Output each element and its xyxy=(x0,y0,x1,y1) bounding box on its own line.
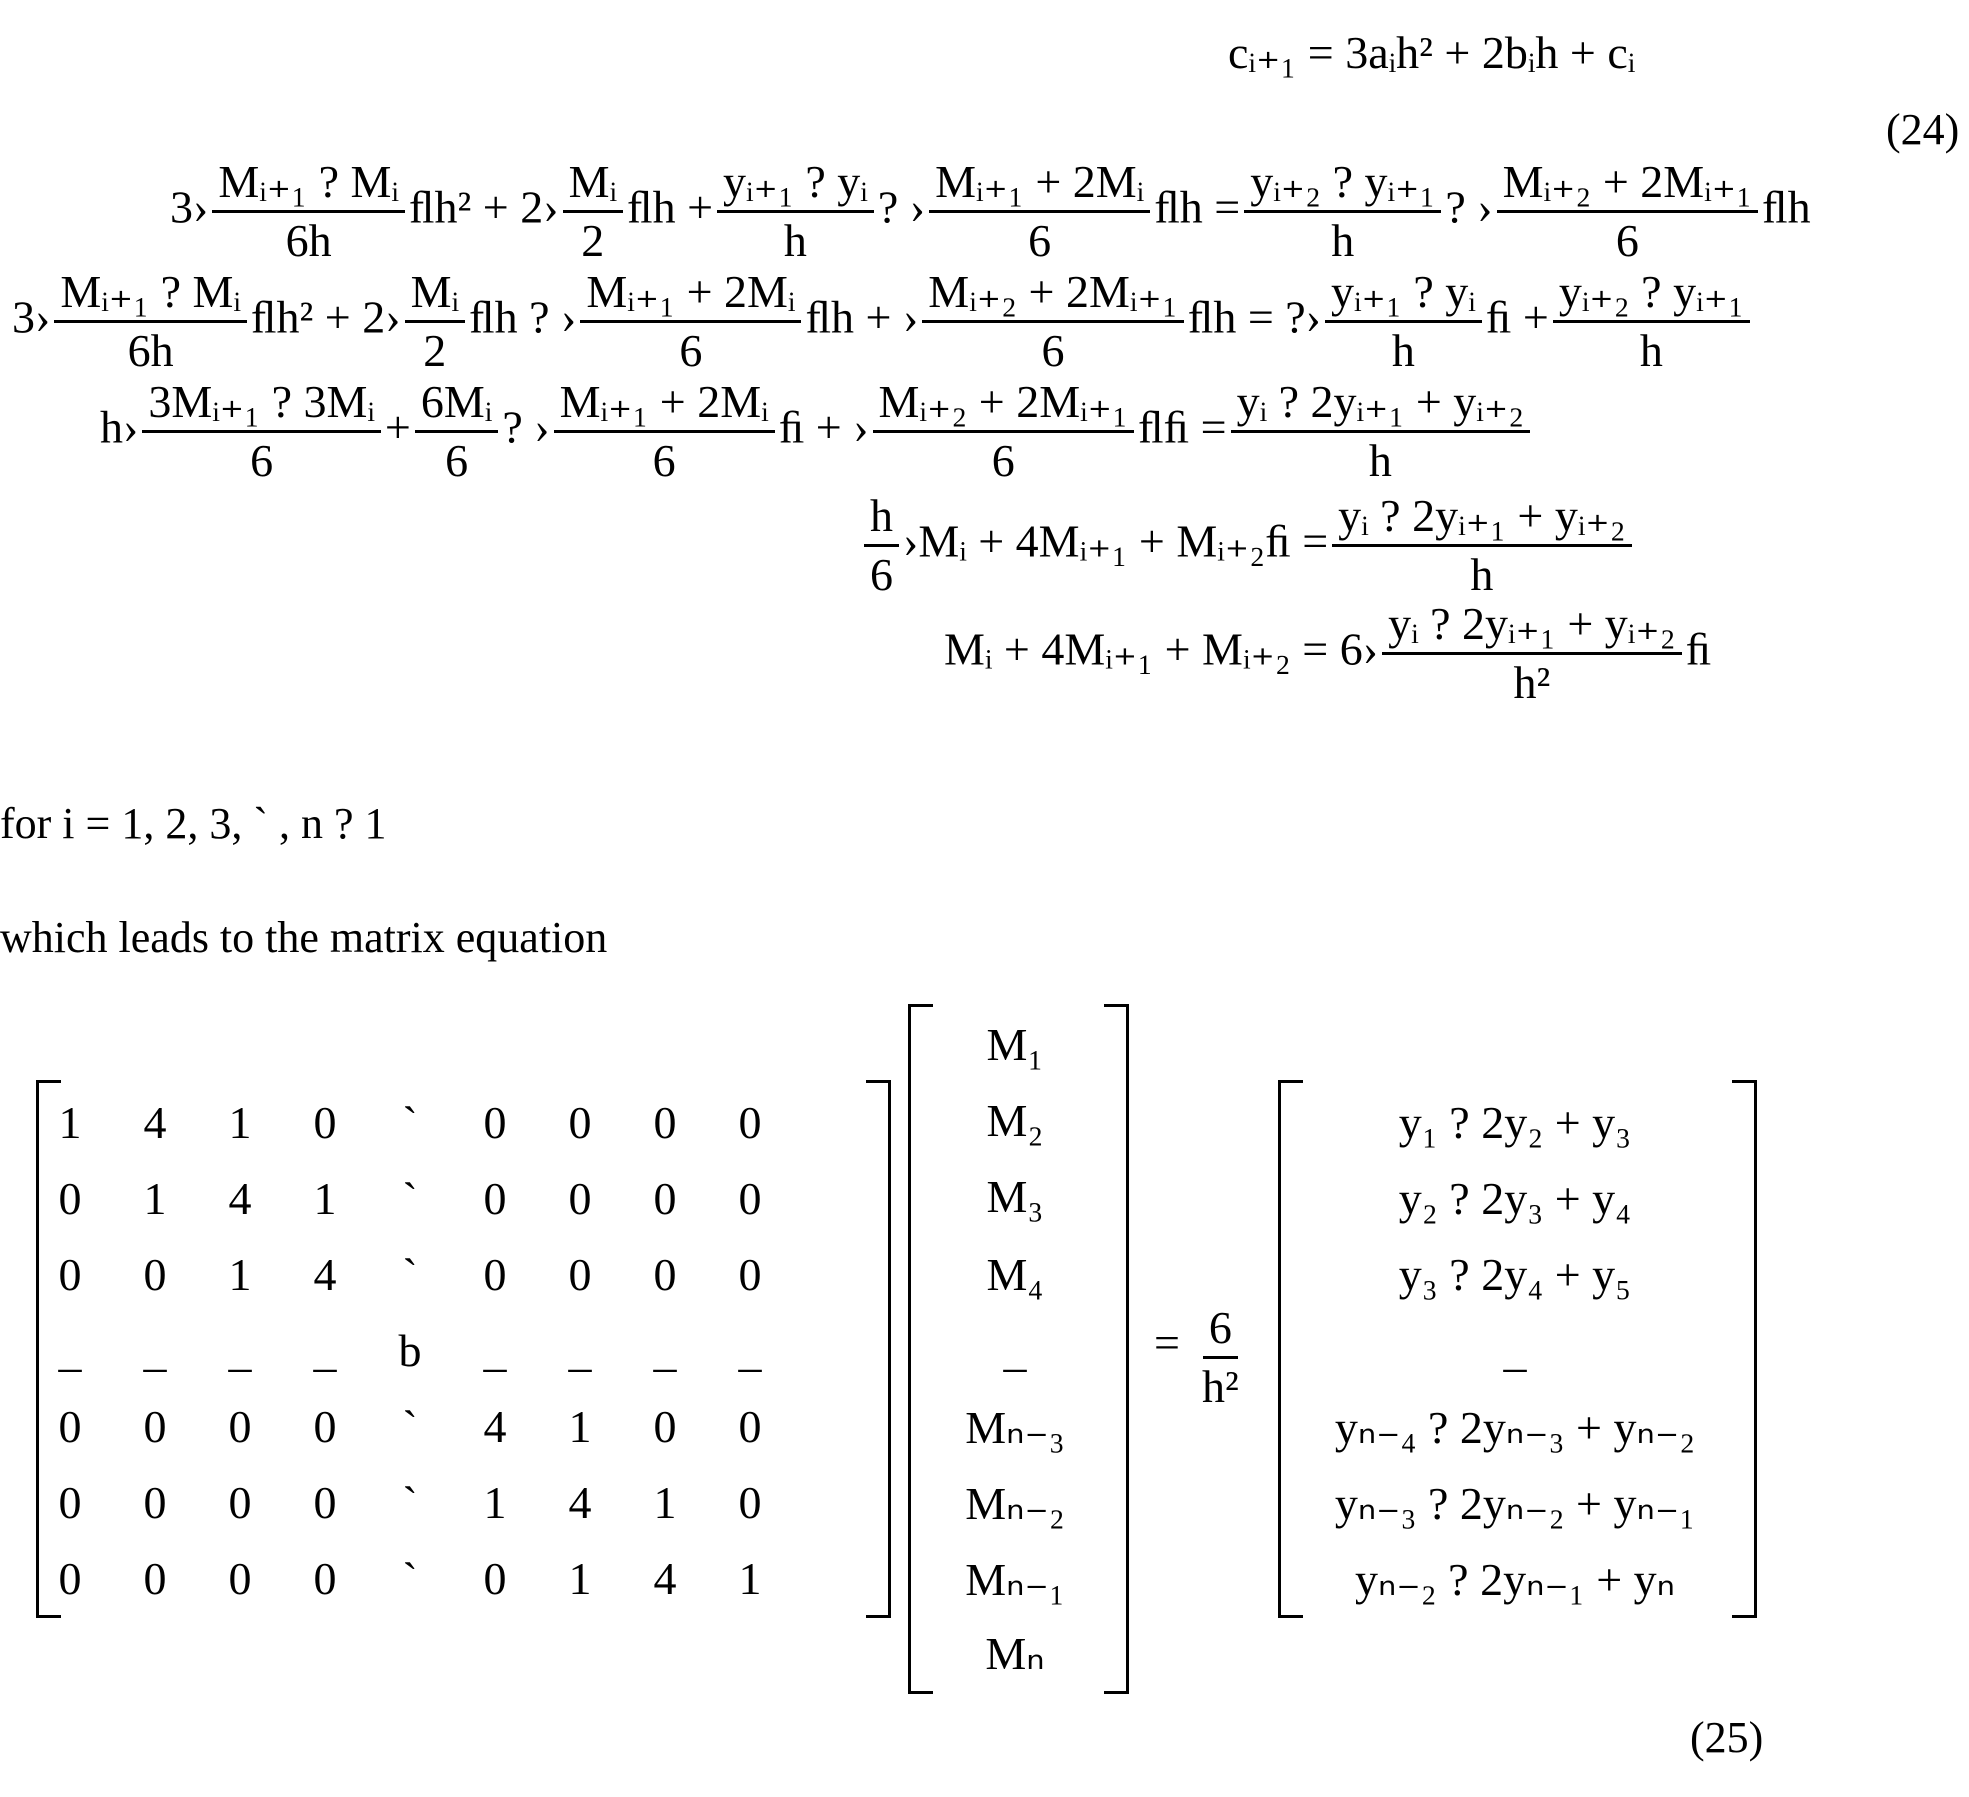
matrix-cell: 1 xyxy=(228,1249,252,1300)
matrix-cell: 0 xyxy=(58,1553,82,1604)
matrix-cell: 0 xyxy=(483,1553,507,1604)
matrix-cell: 1 xyxy=(313,1173,337,1224)
eq3-fraction-1: $\frac{\text{3Mᵢ₊₁ ? 3Mᵢ}}{6}$ xyxy=(142,378,381,486)
matrix-cell: 0 xyxy=(228,1401,252,1452)
matrix-cell: ` xyxy=(402,1553,418,1604)
eq1-fraction-1: $\frac{\text{Mᵢ₊₁ ? Mᵢ}}{6h}$ xyxy=(212,158,405,266)
equation-line-4: $\frac{h}{6}$ ›Mᵢ + 4Mᵢ₊₁ + Mᵢ₊₂ﬁ = $\frac{\text{yᵢ ? 2yᵢ₊₁ + yᵢ₊₂}}{h}$ xyxy=(860,492,1636,600)
matrix-cell: 0 xyxy=(483,1173,507,1224)
coefficient-fraction: $\frac{6}{\text{h²}}$ xyxy=(1202,1302,1239,1413)
matrix-cell: 1 xyxy=(568,1553,592,1604)
vector-entry: Mₙ₋₁ xyxy=(965,1554,1065,1605)
eq2-fraction-1: $\frac{\text{Mᵢ₊₁ ? Mᵢ}}{6h}$ xyxy=(54,268,247,376)
equation-line-3: h› $\frac{\text{3Mᵢ₊₁ ? 3Mᵢ}}{6}$ + $\frac{\text{6Mᵢ}}{6}$ ? › $\frac{\text{Mᵢ₊₁ + 2Mᵢ}}{6}$ ﬁ + › $\frac{\text{Mᵢ₊₂ + 2Mᵢ₊₁}}{6}$ ﬂﬁ = $\frac{\text{yᵢ ? 2yᵢ₊₁ + yᵢ₊₂}}{h}$ xyxy=(100,378,1534,486)
vector-entry: M₁ xyxy=(986,1019,1044,1070)
matrix-cell: 0 xyxy=(58,1477,82,1528)
matrix-cell: _ xyxy=(58,1325,82,1376)
eq3-fraction-3: $\frac{\text{Mᵢ₊₁ + 2Mᵢ}}{6}$ xyxy=(554,378,775,486)
matrix-cell: ` xyxy=(402,1173,418,1224)
matrix-cell: 0 xyxy=(653,1173,677,1224)
matrix-cell: 0 xyxy=(653,1249,677,1300)
matrix-cell: _ xyxy=(483,1325,507,1376)
matrix-cell: 0 xyxy=(568,1097,592,1148)
equation-line-5: Mᵢ + 4Mᵢ₊₁ + Mᵢ₊₂ = 6› $\frac{\text{yᵢ ? 2yᵢ₊₁ + yᵢ₊₂}}{\text{h²}}$ ﬁ xyxy=(944,598,1712,709)
eq1-fraction-6: $\frac{\text{Mᵢ₊₂ + 2Mᵢ₊₁}}{6}$ xyxy=(1497,158,1758,266)
matrix-cell: 0 xyxy=(568,1173,592,1224)
matrix-cell: 0 xyxy=(483,1249,507,1300)
matrix-cell: 0 xyxy=(738,1097,762,1148)
eq2-fraction-5: $\frac{\text{yᵢ₊₁ ? yᵢ}}{h}$ xyxy=(1325,268,1482,376)
matrix-cell: 1 xyxy=(58,1097,82,1148)
rhs-entry: _ xyxy=(1503,1325,1527,1376)
rhs-entry: yₙ₋₂ ? 2yₙ₋₁ + yₙ xyxy=(1355,1554,1675,1605)
matrix-cell: 0 xyxy=(143,1553,167,1604)
matrix-cell: 1 xyxy=(143,1173,167,1224)
matrix-cell: _ xyxy=(143,1325,167,1376)
matrix-cell: 0 xyxy=(738,1249,762,1300)
matrix-cell: _ xyxy=(313,1325,337,1376)
rhs-entry: yₙ₋₃ ? 2yₙ₋₂ + yₙ₋₁ xyxy=(1334,1478,1696,1529)
equation-line-2: 3› $\frac{\text{Mᵢ₊₁ ? Mᵢ}}{6h}$ ﬂh² + 2› $\frac{\text{Mᵢ}}{2}$ ﬂh ? › $\frac{\text{Mᵢ₊₁ + 2Mᵢ}}{6}$ ﬂh + › $\frac{\text{Mᵢ₊₂ + 2Mᵢ₊₁}}{6}$ ﬂh = ?› $\frac{\text{yᵢ₊₁ ? yᵢ}}{h}$ ﬁ + $\frac{\text{yᵢ₊₂ ? yᵢ₊₁}}{h}$ xyxy=(12,268,1754,376)
matrix-cell: 0 xyxy=(313,1477,337,1528)
rhs-entry: y₂ ? 2y₃ + y₄ xyxy=(1398,1173,1632,1224)
matrix-cell: 0 xyxy=(228,1477,252,1528)
matrix-cell: 4 xyxy=(653,1553,677,1604)
eq2-fraction-4: $\frac{\text{Mᵢ₊₂ + 2Mᵢ₊₁}}{6}$ xyxy=(922,268,1183,376)
eq1-fraction-5: $\frac{\text{yᵢ₊₂ ? yᵢ₊₁}}{h}$ xyxy=(1244,158,1441,266)
rhs-entry: y₁ ? 2y₂ + y₃ xyxy=(1398,1097,1632,1148)
matrix-cell: 1 xyxy=(483,1477,507,1528)
eq1-prefix: 3› xyxy=(170,181,209,233)
for-index-range-text: for i = 1, 2, 3, ` , n ? 1 xyxy=(0,799,387,848)
equation-line-1: 3› $\frac{\text{Mᵢ₊₁ ? Mᵢ}}{6h}$ ﬂh² + 2› $\frac{\text{Mᵢ}}{2}$ ﬂh + $\frac{\text{yᵢ₊₁ ? yᵢ}}{h}$ ? › $\frac{\text{Mᵢ₊₁ + 2Mᵢ}}{6}$ ﬂh = $\frac{\text{yᵢ₊₂ ? yᵢ₊₁}}{h}$ ? › $\frac{\text{Mᵢ₊₂ + 2Mᵢ₊₁}}{6}$ ﬂh xyxy=(170,156,1811,267)
matrix-cell: 0 xyxy=(738,1477,762,1528)
vector-entry: M₃ xyxy=(986,1171,1044,1222)
matrix-cell: b xyxy=(398,1325,422,1376)
matrix-cell: 0 xyxy=(738,1401,762,1452)
matrix-cell: _ xyxy=(653,1325,677,1376)
matrix-cell: 0 xyxy=(58,1173,82,1224)
eq1-fraction-4: $\frac{\text{Mᵢ₊₁ + 2Mᵢ}}{6}$ xyxy=(929,158,1150,266)
eq2-fraction-3: $\frac{\text{Mᵢ₊₁ + 2Mᵢ}}{6}$ xyxy=(580,268,801,376)
matrix-cell: 0 xyxy=(58,1249,82,1300)
eq4-fraction-2: $\frac{\text{yᵢ ? 2yᵢ₊₁ + yᵢ₊₂}}{h}$ xyxy=(1332,492,1632,600)
matrix-cell: 0 xyxy=(568,1249,592,1300)
matrix-cell: ` xyxy=(402,1249,418,1300)
matrix-cell: 1 xyxy=(738,1553,762,1604)
matrix-cell: 4 xyxy=(568,1477,592,1528)
vector-entry: M₂ xyxy=(986,1095,1044,1146)
matrix-cell: 4 xyxy=(483,1401,507,1452)
eq5-fraction-1: $\frac{\text{yᵢ ? 2yᵢ₊₁ + yᵢ₊₂}}{\text{h²}}$ xyxy=(1382,600,1682,708)
matrix-cell: 0 xyxy=(313,1097,337,1148)
matrix-cell: 0 xyxy=(58,1401,82,1452)
vector-entry: Mₙ₋₃ xyxy=(965,1402,1065,1453)
matrix-cell: 0 xyxy=(313,1553,337,1604)
eq1-fraction-2: $\frac{\text{Mᵢ}}{2}$ xyxy=(563,158,623,266)
eq3-fraction-5: $\frac{\text{yᵢ ? 2yᵢ₊₁ + yᵢ₊₂}}{h}$ xyxy=(1231,378,1531,486)
equation-number-24: (24) xyxy=(1886,105,1960,154)
matrix-cell: 0 xyxy=(653,1097,677,1148)
rhs-entry: yₙ₋₄ ? 2yₙ₋₃ + yₙ₋₂ xyxy=(1334,1402,1696,1453)
matrix-cell: ` xyxy=(402,1097,418,1148)
matrix-equals-sign: = xyxy=(1154,1317,1180,1368)
vector-entry: Mₙ₋₂ xyxy=(965,1478,1065,1529)
matrix-cell: 0 xyxy=(313,1401,337,1452)
matrix-cell: 0 xyxy=(653,1401,677,1452)
vector-entry: Mₙ xyxy=(985,1628,1045,1679)
matrix-cell: 1 xyxy=(653,1477,677,1528)
matrix-cell: ` xyxy=(402,1477,418,1528)
matrix-cell: _ xyxy=(228,1325,252,1376)
matrix-cell: 4 xyxy=(313,1249,337,1300)
eq3-fraction-4: $\frac{\text{Mᵢ₊₂ + 2Mᵢ₊₁}}{6}$ xyxy=(873,378,1134,486)
vector-entry: M₄ xyxy=(986,1249,1044,1300)
matrix-cell: 0 xyxy=(483,1097,507,1148)
matrix-cell: 0 xyxy=(143,1477,167,1528)
matrix-intro-text: which leads to the matrix equation xyxy=(0,913,608,962)
matrix-cell: 0 xyxy=(228,1553,252,1604)
equation-c-recurrence: cᵢ₊₁ = 3aᵢh² + 2bᵢh + cᵢ xyxy=(1228,27,1636,78)
matrix-cell: 0 xyxy=(143,1401,167,1452)
matrix-cell: 4 xyxy=(228,1173,252,1224)
rhs-entry: y₃ ? 2y₄ + y₅ xyxy=(1398,1249,1632,1300)
matrix-coefficient xyxy=(1198,1304,1243,1412)
eq3-fraction-2: $\frac{\text{6Mᵢ}}{6}$ xyxy=(415,378,498,486)
matrix-cell: 4 xyxy=(143,1097,167,1148)
eq4-fraction-1: $\frac{h}{6}$ xyxy=(864,492,899,600)
matrix-cell: 1 xyxy=(568,1401,592,1452)
eq2-fraction-6: $\frac{\text{yᵢ₊₂ ? yᵢ₊₁}}{h}$ xyxy=(1553,268,1750,376)
matrix-cell: 1 xyxy=(228,1097,252,1148)
equation-number-25: (25) xyxy=(1690,1713,1764,1762)
eq1-fraction-3: $\frac{\text{yᵢ₊₁ ? yᵢ}}{h}$ xyxy=(717,158,874,266)
vector-entry: _ xyxy=(1003,1325,1027,1376)
matrix-cell: 0 xyxy=(738,1173,762,1224)
eq2-fraction-2: $\frac{\text{Mᵢ}}{2}$ xyxy=(405,268,465,376)
matrix-cell: ` xyxy=(402,1401,418,1452)
matrix-cell: 0 xyxy=(143,1249,167,1300)
matrix-cell: _ xyxy=(738,1325,762,1376)
matrix-cell: _ xyxy=(568,1325,592,1376)
